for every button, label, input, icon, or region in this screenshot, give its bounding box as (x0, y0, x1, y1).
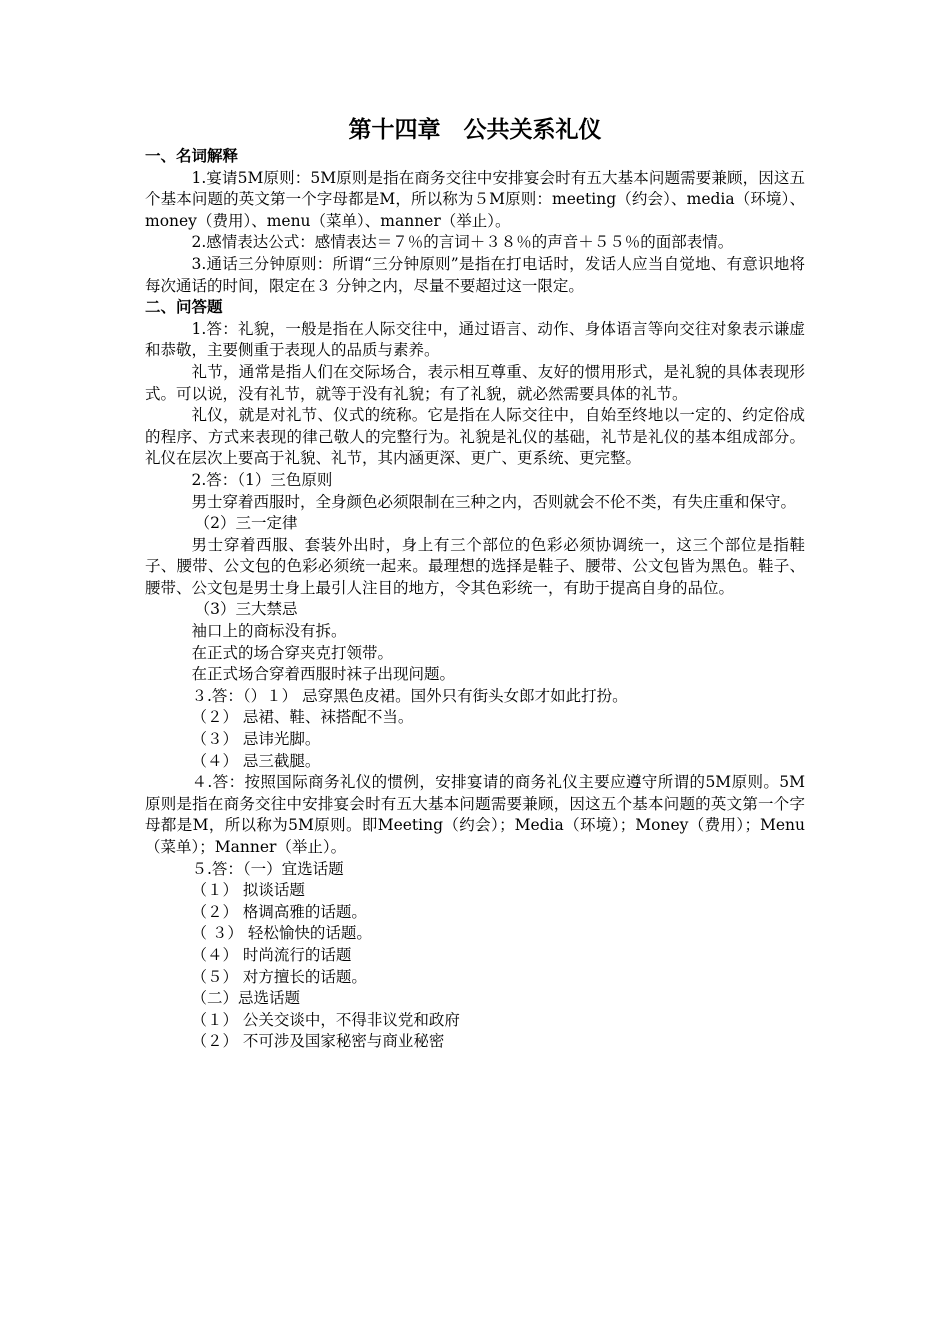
answer-subheading: （二）忌选话题 (191, 989, 301, 1008)
list-item: 在正式场合穿着西服时袜子出现问题。 (191, 665, 456, 684)
answer-subheading: （2）三一定律 (194, 514, 298, 533)
answer-paragraph: 礼仪，就是对礼节、仪式的统称。它是指在人际交往中，自始至终地以一定的、约定俗成的程序、方式来表现的律己敬人的完整行为。礼貌是礼仪的基础，礼节是礼仪的基本组成部分。礼仪在层次上要高于礼貌、礼节，其内涵更深、更广、更系统、更完整。 (145, 406, 805, 468)
answer-heading: ３.答：（）１） 忌穿黑色皮裙。国外只有街头女郎才如此打扮。 (191, 686, 628, 705)
list-item: （ ３） 轻松愉快的话题。 (191, 924, 372, 943)
list-item: （３） 忌讳光脚。 (191, 730, 321, 749)
list-item: （２） 格调高雅的话题。 (191, 902, 367, 921)
list-item: （４） 忌三截腿。 (191, 751, 321, 770)
term-paragraph: 3.通话三分钟原则：所谓“三分钟原则”是指在打电话时，发话人应当自觉地、有意识地将每次通话的时间，限定在３ 分钟之内，尽量不要超过这一限定。 (145, 254, 805, 295)
term-paragraph: 1.宴请5M原则：5M原则是指在商务交往中安排宴会时有五大基本问题需要兼顾，因这五个基本问题的英文第一个字母都是M，所以称为５M原则：meeting（约会）、media（环境）、money（费用）、menu（菜单）、manner（举止）。 (145, 168, 805, 230)
answer-paragraph: 男士穿着西服、套装外出时，身上有三个部位的色彩必须协调统一，这三个部位是指鞋子、腰带、公文包的色彩必须统一起来。最理想的选择是鞋子、腰带、公文包皆为黑色。鞋子、腰带、公文包是男士身上最引人注目的地方，令其色彩统一，有助于提高自身的品位。 (145, 535, 805, 597)
document-body (145, 146, 805, 1053)
list-item: 袖口上的商标没有拆。 (191, 622, 347, 641)
list-item: （５） 对方擅长的话题。 (191, 967, 367, 986)
section-heading-terms: 一、名词解释 (145, 147, 239, 165)
chapter-title: 第十四章 公共关系礼仪 (348, 117, 602, 143)
list-item: （１） 公关交谈中，不得非议党和政府 (191, 1010, 460, 1029)
term-paragraph: 2.感情表达公式：感情表达＝７％的言词＋３８％的声音＋５５％的面部表情。 (191, 233, 734, 252)
list-item: （１） 拟谈话题 (191, 881, 305, 900)
answer-heading: ５.答：（一）宜选话题 (191, 859, 344, 878)
answer-heading: 2.答：（1）三色原则 (191, 470, 333, 489)
answer-paragraph: ４.答：按照国际商务礼仪的惯例，安排宴请的商务礼仪主要应遵守所谓的5M原则。5M原则是指在商务交往中安排宴会时有五大基本问题需要兼顾，因这五个基本问题的英文第一个字母都是M，所以称为5M原则。即Meeting（约会）；Media（环境）；Money（费用）；Menu（菜单）；Manner（举止）。 (145, 773, 805, 856)
list-item: 在正式的场合穿夹克打领带。 (191, 643, 394, 662)
answer-paragraph: 1.答：礼貌，一般是指在人际交往中，通过语言、动作、身体语言等向交往对象表示谦虚和恭敬，主要侧重于表现人的品质与素养。 (145, 319, 805, 360)
answer-paragraph: 礼节，通常是指人们在交际场合，表示相互尊重、友好的惯用形式，是礼貌的具体表现形式。可以说，没有礼节，就等于没有礼貌；有了礼貌，就必然需要具体的礼节。 (145, 362, 805, 403)
answer-paragraph: 男士穿着西服时，全身颜色必须限制在三种之内，否则就会不伦不类，有失庄重和保守。 (191, 492, 797, 511)
answer-subheading: （3）三大禁忌 (194, 600, 298, 619)
section-heading-questions: 二、问答题 (145, 298, 223, 317)
list-item: （２） 不可涉及国家秘密与商业秘密 (191, 1032, 445, 1051)
list-item: （４） 时尚流行的话题 (191, 945, 352, 964)
list-item: （２） 忌裙、鞋、袜搭配不当。 (191, 708, 414, 727)
